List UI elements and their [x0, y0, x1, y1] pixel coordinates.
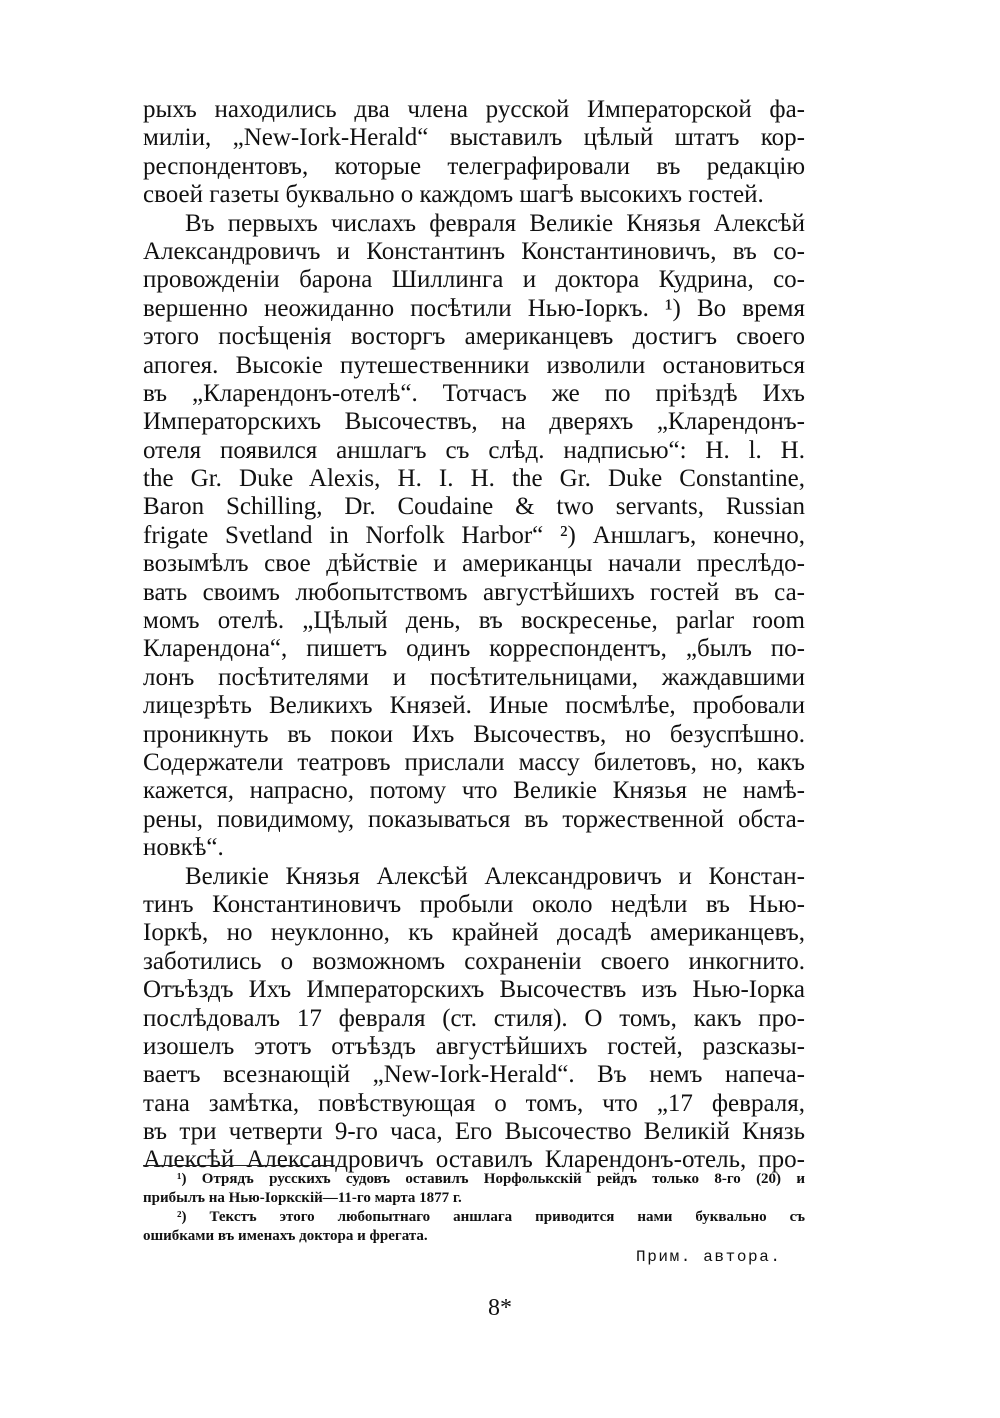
text-line: Императорскихъ Высочествъ, на дверяхъ „Кларендонъ-	[143, 408, 805, 436]
text-line: Въ первыхъ числахъ февраля Великіе Князья Алексѣй	[185, 209, 805, 237]
text-line: проникнуть въ покои Ихъ Высочествъ, но безуспѣшно.	[143, 720, 805, 748]
text-line: миліи, „New-Iork-Herald“ выставилъ цѣлый штатъ кор-	[143, 124, 805, 152]
text-line: послѣдовалъ 17 февраля (ст. стиля). О томъ, какъ про-	[143, 1004, 805, 1032]
text-line: ваетъ всезнающій „New-Iork-Herald“. Въ немъ напеча-	[143, 1061, 805, 1089]
text-line: заботились о возможномъ сохраненіи своего инкогнито.	[143, 947, 805, 975]
text-line: рены, повидимому, показываться въ торжественной обста-	[143, 805, 805, 833]
text-line: момъ отелѣ. „Цѣлый день, въ воскресенье, parlar room	[143, 607, 805, 635]
text-line: вать своимъ любопытствомъ августѣйшихъ гостей въ са-	[143, 578, 805, 606]
body-text	[143, 96, 805, 1175]
text-line: возымѣлъ свое дѣйствіе и американцы начали преслѣдо-	[143, 550, 805, 578]
text-line: Великіе Князья Алексѣй Александровичъ и Констан-	[185, 862, 805, 890]
text-line: кажется, напрасно, потому что Великіе Князья не намѣ-	[143, 777, 805, 805]
text-line: Алексѣй Александровичъ оставилъ Кларендонъ-отель, про-	[143, 1146, 805, 1174]
text-line: лонъ посѣтителями и посѣтительницами, жаждавшими	[143, 663, 805, 691]
text-line: въ три четверти 9-го часа, Его Высочество Великій Князь	[143, 1118, 805, 1146]
text-line: Іоркѣ, но неуклонно, къ крайней досадѣ американцевъ,	[143, 919, 805, 947]
text-line: своей газеты буквально о каждомъ шагѣ высокихъ гостей.	[143, 181, 764, 209]
text-line: апогея. Высокіе путешественники изволили остановиться	[143, 351, 805, 379]
footnote-line: ошибками въ именахъ доктора и фрегата.	[143, 1228, 428, 1244]
text-line: изошелъ этотъ отъѣздъ августѣйшихъ гостей, разсказы-	[143, 1032, 805, 1060]
page-number: 8*	[488, 1295, 512, 1321]
text-line: респондентовъ, которые телеграфировали въ редакцію	[143, 152, 805, 180]
author-note: Прим. автора.	[636, 1248, 782, 1266]
text-line: frigate Svetland in Norfolk Harbor“ ²) Аншлагъ, конечно,	[143, 521, 805, 549]
text-line: the Gr. Duke Alexis, H. I. H. the Gr. Duke Constantine,	[143, 465, 805, 493]
footnote-line: прибылъ на Нью-Іоркскій—11-го марта 1877 г.	[143, 1190, 462, 1206]
text-line: Baron Schilling, Dr. Coudaine & two servants, Russian	[143, 493, 805, 521]
text-line: Отъѣздъ Ихъ Императорскихъ Высочествъ изъ Нью-Іорка	[143, 976, 805, 1004]
text-line: Александровичъ и Константинъ Константиновичъ, въ со-	[143, 237, 805, 265]
footnote-line: ²) Текстъ этого любопытнаго аншлага приводится нами буквально съ	[177, 1209, 805, 1225]
footnotes	[143, 1170, 805, 1246]
text-line: рыхъ находились два члена русской Императорской фа-	[143, 96, 805, 123]
text-line: новкѣ“.	[143, 834, 224, 862]
text-line: Содержатели театровъ прислали массу билетовъ, но, какъ	[143, 748, 805, 776]
text-line: отеля появился аншлагъ съ слѣд. надписью“: H. l. H.	[143, 436, 805, 464]
footnote-line: ¹) Отрядъ русскихъ судовъ оставилъ Норфолькскій рейдъ только 8-го (20) и	[177, 1171, 805, 1187]
text-line: провожденіи барона Шиллинга и доктора Кудрина, со-	[143, 266, 805, 294]
text-line: въ „Кларендонъ-отелѣ“. Тотчасъ же по пріѣздѣ Ихъ	[143, 379, 805, 407]
text-line: Кларендона“, пишетъ одинъ корреспондентъ, „былъ по-	[143, 635, 805, 663]
text-line: вершенно неожиданно посѣтили Нью-Іоркъ. ¹) Во время	[143, 294, 805, 322]
text-line: этого посѣщенія восторгъ американцевъ достигъ своего	[143, 323, 805, 351]
text-line: тана замѣтка, повѣствующая о томъ, что „17 февраля,	[143, 1089, 805, 1117]
text-line: лицезрѣть Великихъ Князей. Иные посмѣлѣе, пробовали	[143, 692, 805, 720]
footnote-divider	[143, 1165, 335, 1166]
text-line: тинъ Константиновичъ пробыли около недѣли въ Нью-	[143, 890, 805, 918]
